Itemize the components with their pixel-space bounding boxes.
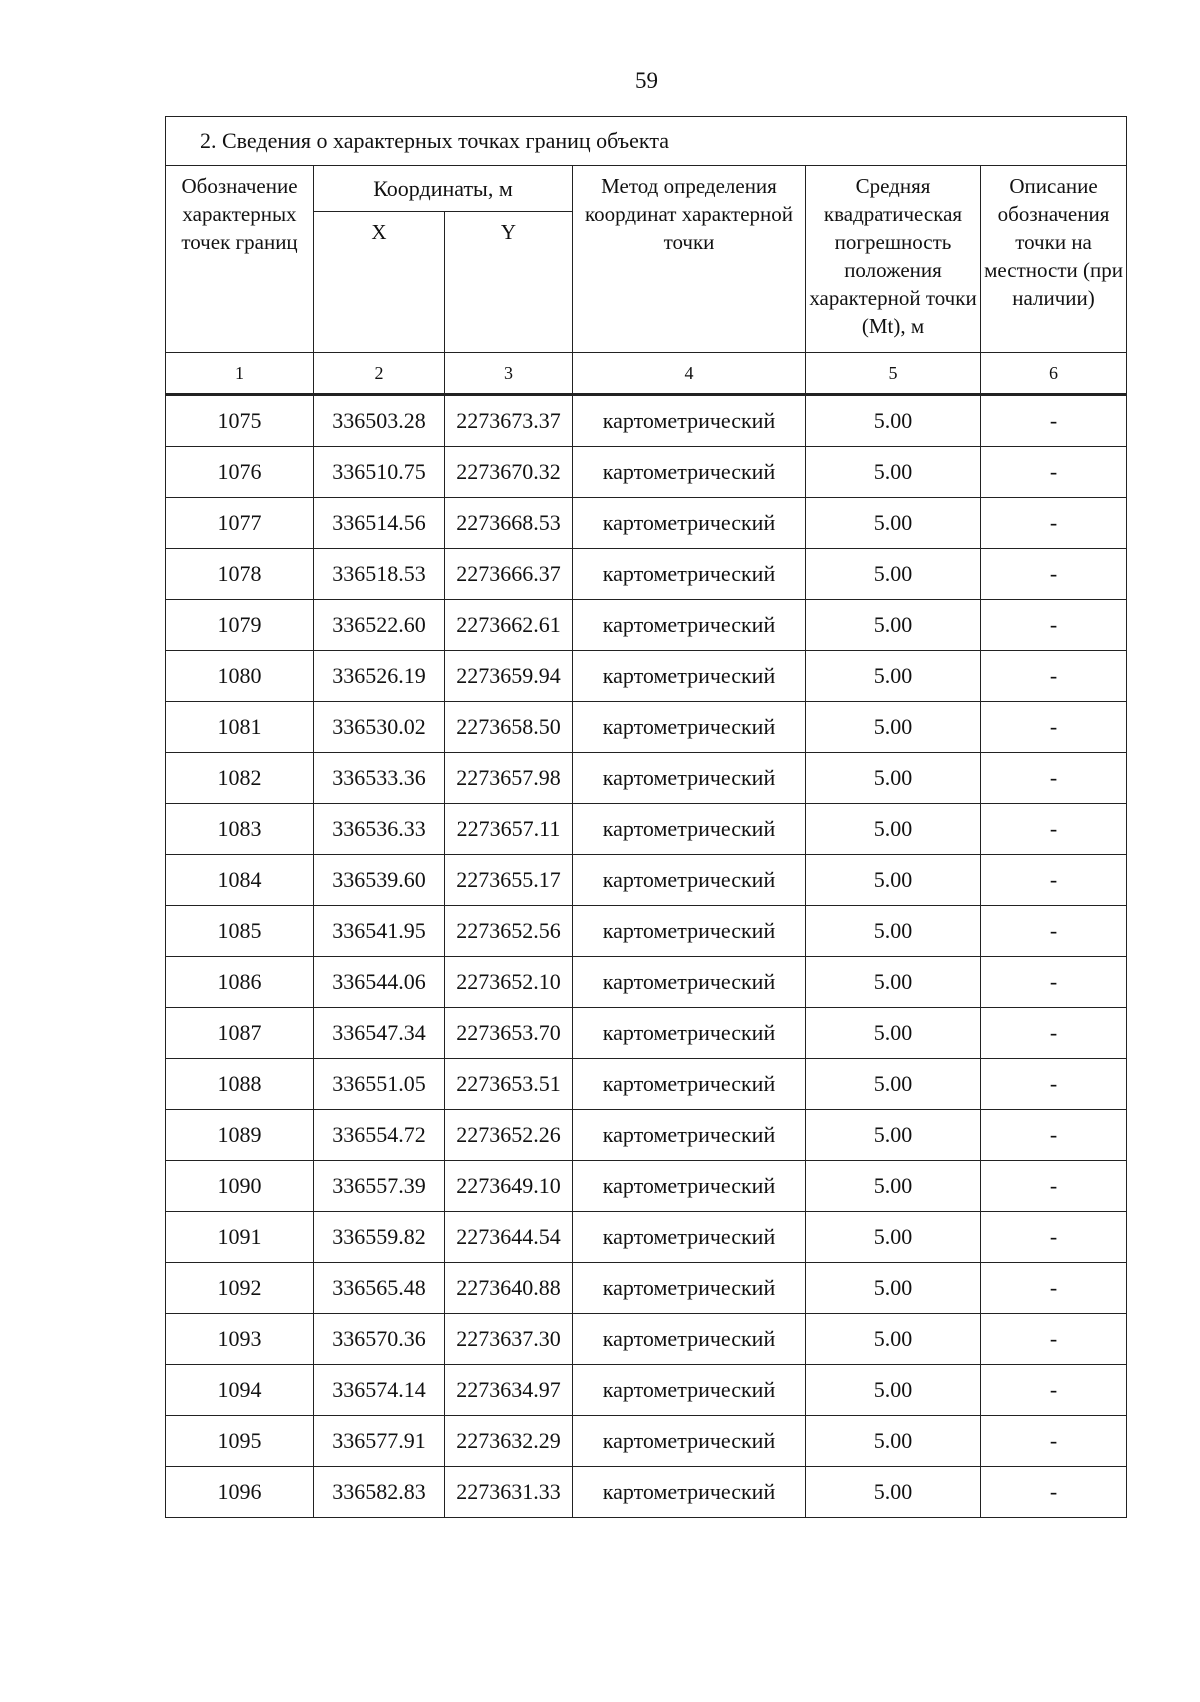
- y-coordinate-cell: 2273652.10: [445, 957, 573, 1008]
- description-cell: -: [981, 395, 1127, 447]
- description-cell: -: [981, 1212, 1127, 1263]
- y-coordinate-cell: 2273662.61: [445, 600, 573, 651]
- column-number-row: [166, 353, 1127, 395]
- method-cell: картометрический: [573, 1467, 806, 1518]
- x-coordinate-cell: 336559.82: [314, 1212, 445, 1263]
- column-number: 4: [573, 353, 806, 395]
- method-cell: картометрический: [573, 1314, 806, 1365]
- description-cell: -: [981, 906, 1127, 957]
- table-row: [166, 906, 1127, 957]
- table-row: [166, 1263, 1127, 1314]
- y-coordinate-cell: 2273653.51: [445, 1059, 573, 1110]
- x-coordinate-cell: 336547.34: [314, 1008, 445, 1059]
- method-cell: картометрический: [573, 1212, 806, 1263]
- error-cell: 5.00: [806, 1365, 981, 1416]
- x-coordinate-cell: 336557.39: [314, 1161, 445, 1212]
- error-cell: 5.00: [806, 600, 981, 651]
- description-cell: -: [981, 1467, 1127, 1518]
- method-cell: картометрический: [573, 1008, 806, 1059]
- table-row: [166, 753, 1127, 804]
- method-cell: картометрический: [573, 498, 806, 549]
- x-coordinate-cell: 336536.33: [314, 804, 445, 855]
- method-cell: картометрический: [573, 1059, 806, 1110]
- method-cell: картометрический: [573, 395, 806, 447]
- point-cell: 1087: [166, 1008, 314, 1059]
- method-cell: картометрический: [573, 447, 806, 498]
- point-cell: 1093: [166, 1314, 314, 1365]
- point-cell: 1079: [166, 600, 314, 651]
- description-cell: -: [981, 1161, 1127, 1212]
- method-cell: картометрический: [573, 906, 806, 957]
- description-cell: -: [981, 1263, 1127, 1314]
- description-cell: -: [981, 702, 1127, 753]
- x-coordinate-cell: 336554.72: [314, 1110, 445, 1161]
- error-cell: 5.00: [806, 447, 981, 498]
- point-cell: 1081: [166, 702, 314, 753]
- table-row: [166, 549, 1127, 600]
- description-cell: -: [981, 1008, 1127, 1059]
- point-cell: 1076: [166, 447, 314, 498]
- point-cell: 1090: [166, 1161, 314, 1212]
- description-cell: -: [981, 651, 1127, 702]
- error-cell: 5.00: [806, 1263, 981, 1314]
- point-cell: 1080: [166, 651, 314, 702]
- page-number: 59: [635, 68, 658, 93]
- y-coordinate-cell: 2273632.29: [445, 1416, 573, 1467]
- y-coordinate-cell: 2273634.97: [445, 1365, 573, 1416]
- point-cell: 1088: [166, 1059, 314, 1110]
- point-cell: 1085: [166, 906, 314, 957]
- description-cell: -: [981, 753, 1127, 804]
- point-cell: 1096: [166, 1467, 314, 1518]
- description-cell: -: [981, 600, 1127, 651]
- table-row: [166, 855, 1127, 906]
- description-cell: -: [981, 1365, 1127, 1416]
- x-coordinate-cell: 336541.95: [314, 906, 445, 957]
- point-cell: 1082: [166, 753, 314, 804]
- table-row: [166, 957, 1127, 1008]
- y-coordinate-cell: 2273652.26: [445, 1110, 573, 1161]
- error-cell: 5.00: [806, 395, 981, 447]
- error-cell: 5.00: [806, 1314, 981, 1365]
- description-cell: -: [981, 549, 1127, 600]
- y-coordinate-cell: 2273657.98: [445, 753, 573, 804]
- error-cell: 5.00: [806, 957, 981, 1008]
- method-cell: картометрический: [573, 549, 806, 600]
- table-row: [166, 1212, 1127, 1263]
- method-cell: картометрический: [573, 600, 806, 651]
- error-cell: 5.00: [806, 804, 981, 855]
- table-row: [166, 600, 1127, 651]
- column-number: 6: [981, 353, 1127, 395]
- x-coordinate-cell: 336582.83: [314, 1467, 445, 1518]
- x-coordinate-cell: 336539.60: [314, 855, 445, 906]
- point-cell: 1095: [166, 1416, 314, 1467]
- y-coordinate-cell: 2273668.53: [445, 498, 573, 549]
- table-row: [166, 804, 1127, 855]
- header-y: Y: [445, 212, 573, 353]
- error-cell: 5.00: [806, 1059, 981, 1110]
- x-coordinate-cell: 336570.36: [314, 1314, 445, 1365]
- column-number: 5: [806, 353, 981, 395]
- point-cell: 1086: [166, 957, 314, 1008]
- y-coordinate-cell: 2273649.10: [445, 1161, 573, 1212]
- method-cell: картометрический: [573, 804, 806, 855]
- table-row: [166, 1161, 1127, 1212]
- table-row: [166, 498, 1127, 549]
- error-cell: 5.00: [806, 1110, 981, 1161]
- description-cell: -: [981, 804, 1127, 855]
- y-coordinate-cell: 2273666.37: [445, 549, 573, 600]
- point-cell: 1083: [166, 804, 314, 855]
- error-cell: 5.00: [806, 702, 981, 753]
- table-row: [166, 651, 1127, 702]
- error-cell: 5.00: [806, 906, 981, 957]
- column-number: 1: [166, 353, 314, 395]
- y-coordinate-cell: 2273640.88: [445, 1263, 573, 1314]
- table-row: [166, 447, 1127, 498]
- section-title: 2. Сведения о характерных точках границ объекта: [166, 117, 1127, 166]
- y-coordinate-cell: 2273652.56: [445, 906, 573, 957]
- table-row: [166, 1467, 1127, 1518]
- boundary-points-table: [165, 116, 1127, 1518]
- y-coordinate-cell: 2273631.33: [445, 1467, 573, 1518]
- description-cell: -: [981, 1314, 1127, 1365]
- point-cell: 1078: [166, 549, 314, 600]
- y-coordinate-cell: 2273659.94: [445, 651, 573, 702]
- y-coordinate-cell: 2273655.17: [445, 855, 573, 906]
- y-coordinate-cell: 2273658.50: [445, 702, 573, 753]
- method-cell: картометрический: [573, 1263, 806, 1314]
- description-cell: -: [981, 447, 1127, 498]
- point-cell: 1077: [166, 498, 314, 549]
- description-cell: -: [981, 1416, 1127, 1467]
- x-coordinate-cell: 336514.56: [314, 498, 445, 549]
- description-cell: -: [981, 855, 1127, 906]
- header-error: Средняя квадратическая погрешность положения характерной точки (Mt), м: [806, 166, 981, 353]
- description-cell: -: [981, 957, 1127, 1008]
- column-number: 2: [314, 353, 445, 395]
- y-coordinate-cell: 2273657.11: [445, 804, 573, 855]
- method-cell: картометрический: [573, 702, 806, 753]
- table-body: [166, 395, 1127, 1518]
- header-method: Метод определения координат характерной точки: [573, 166, 806, 353]
- error-cell: 5.00: [806, 651, 981, 702]
- table-row: [166, 1110, 1127, 1161]
- point-cell: 1091: [166, 1212, 314, 1263]
- header-description: Описание обозначения точки на местности (при наличии): [981, 166, 1127, 353]
- boundary-points-table-wrap: [165, 116, 1126, 1518]
- x-coordinate-cell: 336530.02: [314, 702, 445, 753]
- table-row: [166, 1416, 1127, 1467]
- method-cell: картометрический: [573, 1416, 806, 1467]
- point-cell: 1089: [166, 1110, 314, 1161]
- x-coordinate-cell: 336577.91: [314, 1416, 445, 1467]
- y-coordinate-cell: 2273637.30: [445, 1314, 573, 1365]
- method-cell: картометрический: [573, 1110, 806, 1161]
- table-row: [166, 395, 1127, 447]
- error-cell: 5.00: [806, 1161, 981, 1212]
- description-cell: -: [981, 1110, 1127, 1161]
- method-cell: картометрический: [573, 855, 806, 906]
- method-cell: картометрический: [573, 753, 806, 804]
- method-cell: картометрический: [573, 1161, 806, 1212]
- y-coordinate-cell: 2273644.54: [445, 1212, 573, 1263]
- point-cell: 1075: [166, 395, 314, 447]
- table-row: [166, 702, 1127, 753]
- error-cell: 5.00: [806, 753, 981, 804]
- error-cell: 5.00: [806, 549, 981, 600]
- description-cell: -: [981, 498, 1127, 549]
- table-row: [166, 1059, 1127, 1110]
- y-coordinate-cell: 2273673.37: [445, 395, 573, 447]
- x-coordinate-cell: 336551.05: [314, 1059, 445, 1110]
- point-cell: 1084: [166, 855, 314, 906]
- header-coords: Координаты, м: [314, 166, 573, 212]
- error-cell: 5.00: [806, 1416, 981, 1467]
- error-cell: 5.00: [806, 1008, 981, 1059]
- method-cell: картометрический: [573, 957, 806, 1008]
- table-row: [166, 1314, 1127, 1365]
- table-row: [166, 1365, 1127, 1416]
- method-cell: картометрический: [573, 651, 806, 702]
- error-cell: 5.00: [806, 855, 981, 906]
- x-coordinate-cell: 336518.53: [314, 549, 445, 600]
- x-coordinate-cell: 336526.19: [314, 651, 445, 702]
- y-coordinate-cell: 2273653.70: [445, 1008, 573, 1059]
- method-cell: картометрический: [573, 1365, 806, 1416]
- header-point: Обозначение характерных точек границ: [166, 166, 314, 353]
- table-row: [166, 1008, 1127, 1059]
- x-coordinate-cell: 336544.06: [314, 957, 445, 1008]
- point-cell: 1094: [166, 1365, 314, 1416]
- error-cell: 5.00: [806, 1467, 981, 1518]
- x-coordinate-cell: 336565.48: [314, 1263, 445, 1314]
- error-cell: 5.00: [806, 498, 981, 549]
- description-cell: -: [981, 1059, 1127, 1110]
- x-coordinate-cell: 336510.75: [314, 447, 445, 498]
- x-coordinate-cell: 336522.60: [314, 600, 445, 651]
- x-coordinate-cell: 336533.36: [314, 753, 445, 804]
- point-cell: 1092: [166, 1263, 314, 1314]
- y-coordinate-cell: 2273670.32: [445, 447, 573, 498]
- x-coordinate-cell: 336574.14: [314, 1365, 445, 1416]
- error-cell: 5.00: [806, 1212, 981, 1263]
- x-coordinate-cell: 336503.28: [314, 395, 445, 447]
- header-x: X: [314, 212, 445, 353]
- column-number: 3: [445, 353, 573, 395]
